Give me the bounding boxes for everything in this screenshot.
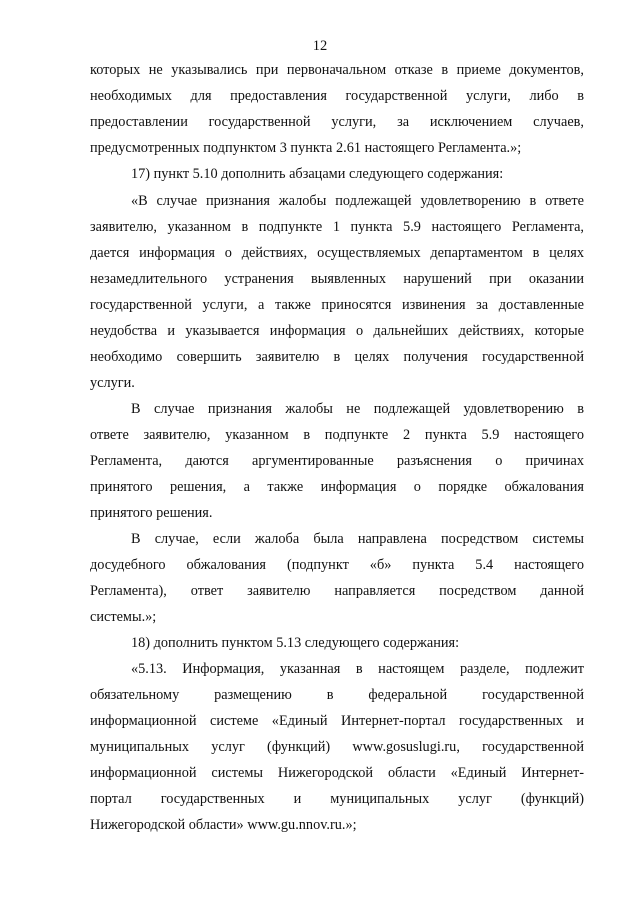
text-line: принятого решения. xyxy=(90,505,213,521)
text-line: В случае, если жалоба была направлена посредством системы xyxy=(131,531,584,547)
text-line: «5.13. Информация, указанная в настоящем разделе, подлежит xyxy=(131,661,584,677)
text-line: Регламента, даются аргументированные разъяснения о причинах xyxy=(90,453,584,469)
text-line: предоставлении государственной услуги, за исключением случаев, xyxy=(90,114,584,130)
text-line: информационной системы Нижегородской области «Единый Интернет- xyxy=(90,765,584,781)
text-line: ответе заявителю, указанном в подпункте 2 пункта 5.9 настоящего xyxy=(90,427,584,443)
text-line: необходимых для предоставления государственной услуги, либо в xyxy=(90,88,584,104)
text-line: услуги. xyxy=(90,375,135,391)
text-line: «В случае признания жалобы подлежащей удовлетворению в ответе xyxy=(131,193,584,209)
text-line: Нижегородской области» www.gu.nnov.ru.»; xyxy=(90,817,357,833)
text-line: государственной услуги, а также приносятся извинения за доставленные xyxy=(90,297,584,313)
text-line: предусмотренных подпунктом 3 пункта 2.61 настоящего Регламента.»; xyxy=(90,140,522,156)
text-line: 18) дополнить пунктом 5.13 следующего содержания: xyxy=(131,635,460,651)
text-line: незамедлительного устранения выявленных нарушений при оказании xyxy=(90,271,584,287)
text-line: досудебного обжалования (подпункт «б» пункта 5.4 настоящего xyxy=(90,557,584,573)
text-line: Регламента), ответ заявителю направляется посредством данной xyxy=(90,583,584,599)
page-number: 12 xyxy=(312,38,328,54)
text-line: обязательному размещению в федеральной государственной xyxy=(90,687,584,703)
text-line: муниципальных услуг (функций) www.gosuslugi.ru, государственной xyxy=(90,739,584,755)
text-line: информационной системе «Единый Интернет-портал государственных и xyxy=(90,713,584,729)
text-line: системы.»; xyxy=(90,609,157,625)
text-line: необходимо совершить заявителю в целях получения государственной xyxy=(90,349,584,365)
text-line: В случае признания жалобы не подлежащей удовлетворению в xyxy=(131,401,584,417)
text-line: 17) пункт 5.10 дополнить абзацами следующего содержания: xyxy=(131,166,504,182)
text-line: которых не указывались при первоначальном отказе в приеме документов, xyxy=(90,62,584,78)
text-line: заявителю, указанном в подпункте 1 пункта 5.9 настоящего Регламента, xyxy=(90,219,584,235)
text-line: принятого решения, а также информация о порядке обжалования xyxy=(90,479,584,495)
text-line: дается информация о действиях, осуществляемых департаментом в целях xyxy=(90,245,584,261)
text-line: неудобства и указывается информация о дальнейших действиях, которые xyxy=(90,323,584,339)
text-line: портал государственных и муниципальных услуг (функций) xyxy=(90,791,584,807)
